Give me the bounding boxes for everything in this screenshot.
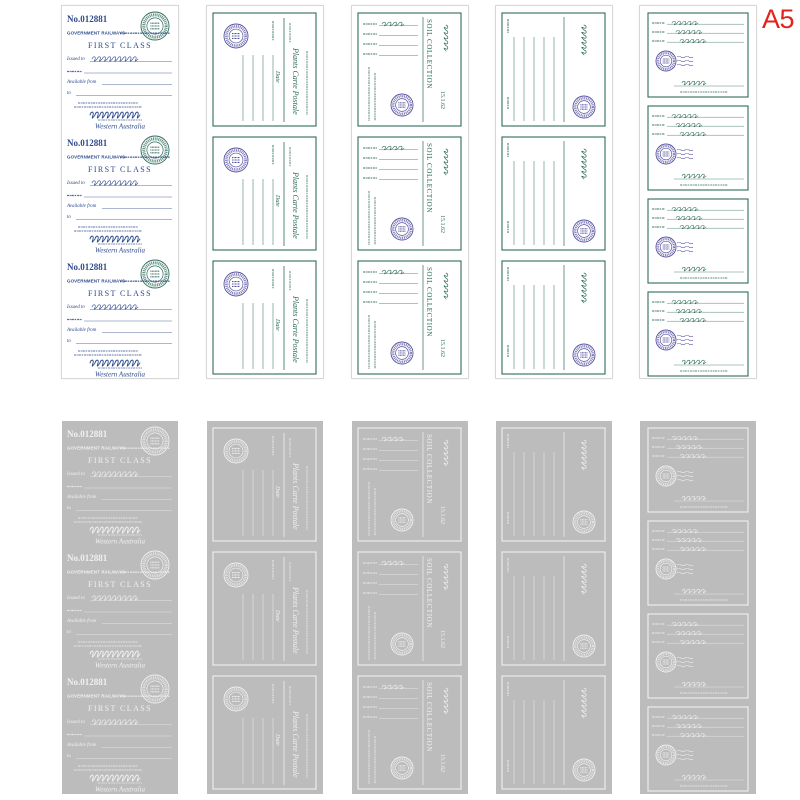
date-label: Date: [274, 734, 280, 746]
card-border: [502, 428, 605, 541]
specimen-card: [502, 552, 605, 665]
postmark-stamp: [656, 144, 676, 164]
postmark-stamp: [141, 427, 169, 455]
railway-ticket: [66, 675, 172, 794]
strip-print: [66, 12, 172, 378]
postmark-stamp: [224, 687, 248, 711]
handwriting-scribble: [582, 440, 586, 470]
stamp-cancellation-wave: [677, 471, 693, 473]
postmark-stamp: [391, 94, 413, 116]
postmark-stamp: [656, 745, 676, 765]
stamp-cancellation-wave: [677, 64, 693, 66]
plants-postcard: [213, 137, 316, 250]
stamp-cancellation-wave: [677, 343, 693, 345]
postmark-stamp: [141, 12, 169, 40]
card-border: [502, 261, 605, 374]
to-label: to: [67, 215, 71, 220]
postmark-stamp: [573, 344, 595, 366]
ticket-class: FIRST CLASS: [88, 165, 152, 174]
soil-collection-title: SOIL COLLECTION: [425, 19, 433, 89]
stamp-cancellation-wave: [677, 758, 693, 760]
handwriting-scribble: [90, 775, 140, 781]
available-from-label: Available from: [67, 328, 97, 333]
issued-to-label: Issued to: [67, 596, 85, 601]
strip-artwork: [496, 6, 612, 378]
rock-specimen-label: [648, 614, 748, 698]
card-border: [502, 13, 605, 126]
stamp-cancellation-wave: [677, 564, 693, 566]
railway-company: GOVERNMENT RAILWAYS: [67, 445, 126, 451]
date-label: Date: [274, 319, 280, 331]
collection-date: 15.1.62: [439, 754, 445, 772]
issued-to-label: Issued to: [67, 720, 85, 725]
stamp-cancellation-wave: [677, 339, 693, 341]
soil-collection-card: [358, 552, 461, 665]
plants-postcard: [213, 13, 316, 126]
postmark-stamp: [391, 633, 413, 655]
strip-print: [502, 13, 605, 374]
ticket-number: No.012881: [67, 429, 108, 439]
date-label: Date: [274, 195, 280, 207]
strip-artwork: [352, 421, 468, 794]
rock-specimen-label: [648, 199, 748, 283]
stamp-cancellation-wave: [677, 153, 693, 155]
strip-print: [358, 428, 461, 789]
postcard-title: Plants Carte Postale: [291, 463, 300, 530]
handwriting-scribble: [90, 360, 140, 366]
strip-artwork: [640, 6, 756, 378]
handwriting-scribble: [582, 688, 586, 718]
handwriting-scribble: [444, 688, 448, 714]
issuer-name: Western Australia: [95, 122, 145, 131]
stamp-cancellation-wave: [677, 665, 693, 667]
handwriting-scribble: [582, 273, 586, 303]
postmark-stamp: [224, 148, 248, 172]
card-border: [648, 13, 748, 97]
handwriting-scribble: [444, 564, 448, 590]
strip-print: [358, 13, 461, 374]
date-label: Date: [274, 486, 280, 498]
rock-specimen-label: [648, 707, 748, 791]
strip-print: [502, 428, 605, 789]
handwriting-scribble: [682, 267, 706, 271]
postmark-stamp: [391, 218, 413, 240]
railway-company: GOVERNMENT RAILWAYS: [67, 154, 126, 160]
stamp-cancellation-wave: [677, 60, 693, 62]
handwriting-scribble: [90, 651, 140, 657]
stamp-cancellation-wave: [677, 568, 693, 570]
postmark-stamp: [141, 260, 169, 288]
issued-to-label: Issued to: [67, 181, 85, 186]
handwriting-scribble: [682, 682, 706, 686]
card-border: [502, 552, 605, 665]
available-from-label: Available from: [67, 80, 97, 85]
postmark-stamp: [656, 330, 676, 350]
railway-ticket: [66, 260, 172, 378]
stamp-cancellation-wave: [677, 657, 693, 659]
postmark-stamp: [656, 466, 676, 486]
soil-collection-card: [358, 137, 461, 250]
postmark-stamp: [573, 220, 595, 242]
sticker-strip-specimen-cards-white: [496, 6, 612, 378]
postcard-title: Plants Carte Postale: [291, 711, 300, 778]
handwriting-scribble: [682, 496, 706, 500]
stamp-cancellation-wave: [677, 335, 693, 337]
stamp-cancellation-wave: [677, 149, 693, 151]
railway-ticket: [66, 12, 172, 131]
postmark-stamp: [656, 237, 676, 257]
plants-postcard: [213, 676, 316, 789]
strip-print: [648, 13, 748, 376]
postmark-stamp: [224, 439, 248, 463]
railway-ticket: [66, 136, 172, 255]
issuer-name: Western Australia: [95, 246, 145, 255]
soil-collection-card: [358, 261, 461, 374]
card-border: [648, 106, 748, 190]
postmark-stamp: [224, 563, 248, 587]
available-from-label: Available from: [67, 204, 97, 209]
postmark-stamp: [391, 757, 413, 779]
collection-date: 15.1.62: [439, 91, 445, 109]
postcard-title: Plants Carte Postale: [291, 48, 300, 115]
available-from-label: Available from: [67, 495, 97, 500]
rock-specimen-label: [648, 521, 748, 605]
handwriting-scribble: [90, 112, 140, 118]
strip-artwork: [62, 6, 178, 378]
handwriting-scribble: [444, 149, 448, 175]
collection-date: 15.1.62: [439, 630, 445, 648]
stamp-cancellation-wave: [677, 572, 693, 574]
postcard-title: Plants Carte Postale: [291, 587, 300, 654]
plants-postcard: [213, 428, 316, 541]
postmark-stamp: [656, 652, 676, 672]
handwriting-scribble: [444, 273, 448, 299]
card-border: [648, 707, 748, 791]
card-border: [648, 614, 748, 698]
stamp-cancellation-wave: [677, 250, 693, 252]
to-label: to: [67, 91, 71, 96]
collection-date: 15.1.62: [439, 339, 445, 357]
specimen-card: [502, 676, 605, 789]
card-border: [648, 199, 748, 283]
stamp-cancellation-wave: [677, 157, 693, 159]
date-label: Date: [274, 71, 280, 83]
specimen-card: [502, 13, 605, 126]
handwriting-scribble: [582, 564, 586, 594]
card-border: [648, 428, 748, 512]
postcard-title: Plants Carte Postale: [291, 172, 300, 239]
size-badge: A5: [761, 4, 794, 34]
to-label: to: [67, 339, 71, 344]
strip-artwork: [207, 6, 323, 378]
available-from-label: Available from: [67, 619, 97, 624]
handwriting-scribble: [92, 472, 138, 476]
strip-artwork: [352, 6, 468, 378]
ticket-class: FIRST CLASS: [88, 41, 152, 50]
soil-collection-title: SOIL COLLECTION: [425, 558, 433, 628]
strip-print: [66, 427, 172, 794]
stamp-cancellation-wave: [677, 56, 693, 58]
postmark-stamp: [573, 759, 595, 781]
rock-specimen-label: [648, 106, 748, 190]
railway-company: GOVERNMENT RAILWAYS: [67, 30, 126, 36]
postmark-stamp: [224, 272, 248, 296]
handwriting-scribble: [444, 440, 448, 466]
sticker-strip-railway-tickets-white: [62, 6, 178, 378]
handwriting-scribble: [682, 589, 706, 593]
issuer-name: Western Australia: [95, 537, 145, 546]
ticket-number: No.012881: [67, 14, 108, 24]
postmark-stamp: [573, 511, 595, 533]
specimen-card: [502, 428, 605, 541]
handwriting-scribble: [92, 57, 138, 61]
card-border: [648, 521, 748, 605]
postmark-stamp: [141, 136, 169, 164]
handwriting-scribble: [92, 181, 138, 185]
postmark-stamp: [573, 96, 595, 118]
stamp-cancellation-wave: [677, 754, 693, 756]
stamp-cancellation-wave: [677, 750, 693, 752]
handwriting-scribble: [92, 305, 138, 309]
soil-collection-title: SOIL COLLECTION: [425, 434, 433, 504]
sticker-strip-plants-postcards-frosted: [207, 421, 323, 794]
postmark-stamp: [224, 24, 248, 48]
railway-company: GOVERNMENT RAILWAYS: [67, 569, 126, 575]
rock-specimen-label: [648, 13, 748, 97]
issued-to-label: Issued to: [67, 305, 85, 310]
to-label: to: [67, 754, 71, 759]
rock-specimen-label: [648, 292, 748, 376]
rock-specimen-label: [648, 428, 748, 512]
handwriting-scribble: [682, 81, 706, 85]
sticker-strip-plants-postcards-white: [207, 6, 323, 378]
ticket-number: No.012881: [67, 677, 108, 687]
collection-date: 15.1.62: [439, 506, 445, 524]
specimen-card: [502, 261, 605, 374]
handwriting-scribble: [90, 527, 140, 533]
postmark-stamp: [656, 51, 676, 71]
ticket-class: FIRST CLASS: [88, 580, 152, 589]
ticket-class: FIRST CLASS: [88, 289, 152, 298]
handwriting-scribble: [90, 236, 140, 242]
soil-collection-title: SOIL COLLECTION: [425, 267, 433, 337]
handwriting-scribble: [682, 775, 706, 779]
soil-collection-title: SOIL COLLECTION: [425, 682, 433, 752]
railway-company: GOVERNMENT RAILWAYS: [67, 278, 126, 284]
issued-to-label: Issued to: [67, 472, 85, 477]
sticker-strip-soil-collection-frosted: [352, 421, 468, 794]
strip-artwork: [62, 421, 178, 794]
stamp-cancellation-wave: [677, 242, 693, 244]
plants-postcard: [213, 261, 316, 374]
soil-collection-card: [358, 13, 461, 126]
postmark-stamp: [141, 551, 169, 579]
issuer-name: Western Australia: [95, 370, 145, 378]
issuer-name: Western Australia: [95, 661, 145, 670]
postmark-stamp: [573, 635, 595, 657]
to-label: to: [67, 506, 71, 511]
railway-company: GOVERNMENT RAILWAYS: [67, 693, 126, 699]
strip-print: [213, 428, 316, 789]
soil-collection-card: [358, 676, 461, 789]
sticker-strip-rock-labels-frosted: [640, 421, 756, 794]
postmark-stamp: [656, 559, 676, 579]
handwriting-scribble: [682, 174, 706, 178]
ticket-number: No.012881: [67, 262, 108, 272]
handwriting-scribble: [444, 25, 448, 51]
strip-artwork: [207, 421, 323, 794]
handwriting-scribble: [582, 149, 586, 179]
stamp-cancellation-wave: [677, 475, 693, 477]
stamp-cancellation-wave: [677, 246, 693, 248]
ticket-class: FIRST CLASS: [88, 704, 152, 713]
card-border: [502, 137, 605, 250]
railway-ticket: [66, 551, 172, 670]
postcard-title: Plants Carte Postale: [291, 296, 300, 363]
ticket-class: FIRST CLASS: [88, 456, 152, 465]
card-border: [502, 676, 605, 789]
stamp-cancellation-wave: [677, 661, 693, 663]
to-label: to: [67, 630, 71, 635]
postmark-stamp: [391, 509, 413, 531]
stamp-cancellation-wave: [677, 479, 693, 481]
date-label: Date: [274, 610, 280, 622]
handwriting-scribble: [92, 596, 138, 600]
collection-date: 15.1.62: [439, 215, 445, 233]
soil-collection-card: [358, 428, 461, 541]
strip-artwork: [496, 421, 612, 794]
specimen-card: [502, 137, 605, 250]
card-border: [648, 292, 748, 376]
soil-collection-title: SOIL COLLECTION: [425, 143, 433, 213]
sticker-strip-soil-collection-white: [352, 6, 468, 378]
handwriting-scribble: [582, 25, 586, 55]
issued-to-label: Issued to: [67, 57, 85, 62]
postmark-stamp: [391, 342, 413, 364]
ticket-number: No.012881: [67, 138, 108, 148]
strip-artwork: [640, 421, 756, 794]
railway-ticket: [66, 427, 172, 546]
plants-postcard: [213, 552, 316, 665]
sticker-strip-specimen-cards-frosted: [496, 421, 612, 794]
sticker-strip-railway-tickets-frosted: [62, 421, 178, 794]
strip-print: [648, 428, 748, 791]
issuer-name: Western Australia: [95, 785, 145, 794]
sticker-strip-rock-labels-white: [640, 6, 756, 378]
available-from-label: Available from: [67, 743, 97, 748]
postmark-stamp: [141, 675, 169, 703]
ticket-number: No.012881: [67, 553, 108, 563]
handwriting-scribble: [682, 360, 706, 364]
strip-print: [213, 13, 316, 374]
handwriting-scribble: [92, 720, 138, 724]
